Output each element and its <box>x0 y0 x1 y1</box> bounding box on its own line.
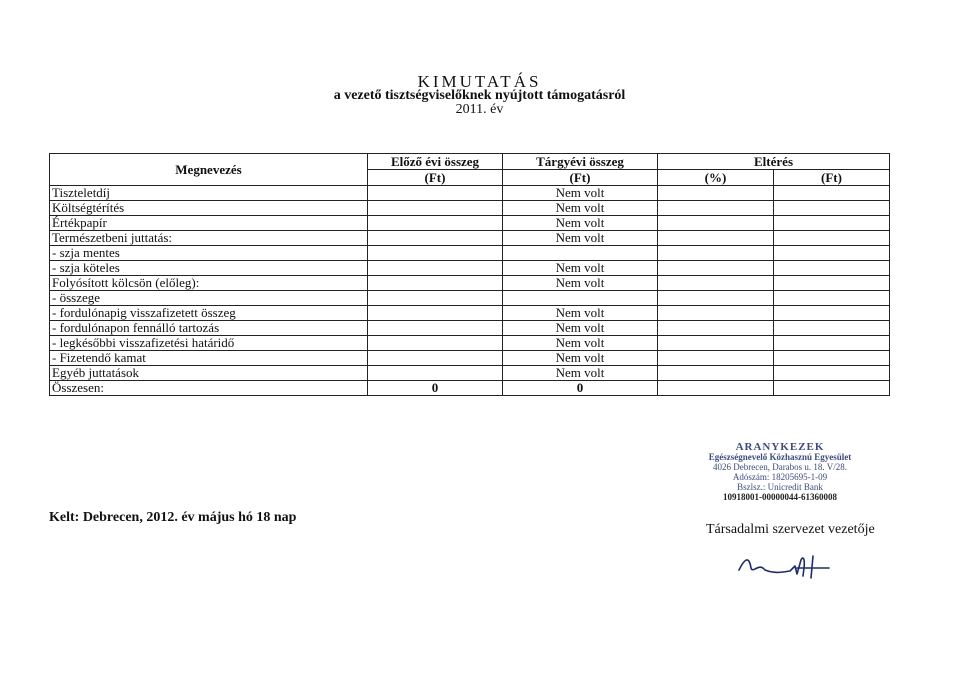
cell-prev <box>368 306 503 321</box>
cell-prev <box>368 246 503 261</box>
total-curr: 0 <box>503 381 658 396</box>
table-row <box>50 261 890 276</box>
date-place: Kelt: Debrecen, 2012. év május hó 18 nap <box>49 510 297 525</box>
cell-ft <box>774 321 890 336</box>
cell-curr: Nem volt <box>503 201 658 216</box>
cell-curr <box>503 291 658 306</box>
total-row <box>50 381 890 396</box>
cell-ft <box>774 231 890 246</box>
stamp-title: ARANYKEZEK <box>735 441 825 453</box>
cell-name: Természetbeni juttatás: <box>50 231 368 246</box>
cell-pct <box>658 336 774 351</box>
cell-name: Költségtérítés <box>50 201 368 216</box>
cell-ft <box>774 216 890 231</box>
stamp-tax: Adószám: 18205695-1-09 <box>732 472 828 482</box>
table-row <box>50 351 890 366</box>
cell-name: Folyósított kölcsön (előleg): <box>50 276 368 291</box>
cell-ft <box>774 291 890 306</box>
cell-curr: Nem volt <box>503 336 658 351</box>
cell-name: - összege <box>50 291 368 306</box>
cell-curr: Nem volt <box>503 276 658 291</box>
cell-prev <box>368 276 503 291</box>
cell-prev <box>368 231 503 246</box>
table-row <box>50 366 890 381</box>
stamp-org: Egészségnevelő Közhasznú Egyesület <box>708 452 852 462</box>
document-year: 2011. év <box>455 102 504 117</box>
report-table <box>49 153 890 396</box>
cell-pct <box>658 306 774 321</box>
cell-ft <box>774 351 890 366</box>
header-curr: Tárgyévi összeg <box>503 154 658 170</box>
total-label: Összesen: <box>50 381 368 396</box>
cell-ft <box>774 306 890 321</box>
cell-pct <box>658 276 774 291</box>
cell-pct <box>658 201 774 216</box>
cell-ft <box>774 201 890 216</box>
unit-curr: (Ft) <box>503 170 658 186</box>
cell-prev <box>368 261 503 276</box>
cell-prev <box>368 291 503 306</box>
stamp-bank: Bszlsz.: Unicredit Bank <box>737 482 823 492</box>
cell-name: - szja mentes <box>50 246 368 261</box>
cell-name: - fordulónapon fennálló tartozás <box>50 321 368 336</box>
table-row <box>50 336 890 351</box>
cell-curr: Nem volt <box>503 306 658 321</box>
cell-prev <box>368 336 503 351</box>
header-row <box>50 154 890 170</box>
cell-ft <box>774 366 890 381</box>
table-row <box>50 231 890 246</box>
cell-pct <box>658 321 774 336</box>
cell-curr: Nem volt <box>503 321 658 336</box>
cell-prev <box>368 366 503 381</box>
cell-ft <box>774 186 890 201</box>
cell-prev <box>368 216 503 231</box>
cell-name: - fordulónapig visszafizetett összeg <box>50 306 368 321</box>
header-name: Megnevezés <box>50 154 368 186</box>
unit-ft: (Ft) <box>774 170 890 186</box>
table-row <box>50 276 890 291</box>
cell-ft <box>774 246 890 261</box>
cell-pct <box>658 231 774 246</box>
handwritten-signature <box>735 548 845 582</box>
cell-name: Tiszteletdíj <box>50 186 368 201</box>
cell-name: - szja köteles <box>50 261 368 276</box>
cell-curr: Nem volt <box>503 231 658 246</box>
cell-pct <box>658 366 774 381</box>
header-diff: Eltérés <box>658 154 890 170</box>
cell-ft <box>774 261 890 276</box>
cell-name: - legkésőbbi visszafizetési határidő <box>50 336 368 351</box>
cell-curr: Nem volt <box>503 186 658 201</box>
cell-name: Értékpapír <box>50 216 368 231</box>
cell-prev <box>368 351 503 366</box>
leader-caption: Társadalmi szervezet vezetője <box>706 522 875 537</box>
cell-pct <box>658 216 774 231</box>
cell-prev <box>368 186 503 201</box>
total-ft <box>774 381 890 396</box>
total-prev: 0 <box>368 381 503 396</box>
cell-pct <box>658 291 774 306</box>
table-row <box>50 321 890 336</box>
cell-name: - Fizetendő kamat <box>50 351 368 366</box>
stamp-account: 10918001-00000044-61360008 <box>723 492 837 502</box>
table-row <box>50 216 890 231</box>
unit-prev: (Ft) <box>368 170 503 186</box>
cell-curr: Nem volt <box>503 216 658 231</box>
cell-curr: Nem volt <box>503 351 658 366</box>
table-row <box>50 291 890 306</box>
table-row <box>50 186 890 201</box>
cell-prev <box>368 321 503 336</box>
stamp-address: 4026 Debrecen, Darabos u. 18. V/28. <box>712 462 848 472</box>
cell-curr: Nem volt <box>503 366 658 381</box>
cell-ft <box>774 276 890 291</box>
cell-pct <box>658 351 774 366</box>
unit-pct: (%) <box>658 170 774 186</box>
table-row <box>50 246 890 261</box>
cell-pct <box>658 261 774 276</box>
total-pct <box>658 381 774 396</box>
cell-curr: Nem volt <box>503 261 658 276</box>
header-prev: Előző évi összeg <box>368 154 503 170</box>
document-title: KIMUTATÁS <box>417 72 542 91</box>
organization-stamp <box>700 442 860 502</box>
cell-pct <box>658 246 774 261</box>
cell-name: Egyéb juttatások <box>50 366 368 381</box>
cell-prev <box>368 201 503 216</box>
cell-curr <box>503 246 658 261</box>
cell-ft <box>774 336 890 351</box>
cell-pct <box>658 186 774 201</box>
document-subtitle: a vezető tisztségviselőknek nyújtott támogatásról <box>333 88 626 103</box>
table-row <box>50 306 890 321</box>
table-row <box>50 201 890 216</box>
